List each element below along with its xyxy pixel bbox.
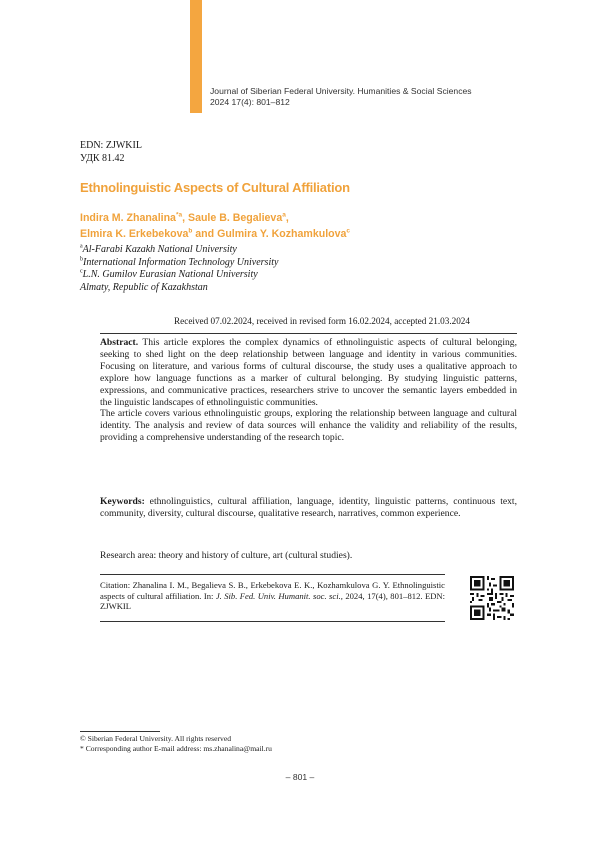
keywords-block xyxy=(100,496,517,520)
received-dates: Received 07.02.2024, received in revised form 16.02.2024, accepted 21.03.2024 xyxy=(174,316,470,326)
affiliation-text: Almaty, Republic of Kazakhstan xyxy=(80,281,208,293)
affiliation-list xyxy=(80,244,278,294)
page-number: – 801 – xyxy=(285,772,315,782)
edn-code: EDN: ZJWKIL xyxy=(80,140,142,151)
author-line-2 xyxy=(80,226,520,242)
article-meta xyxy=(80,140,142,165)
keywords-text: ethnolinguistics, cultural affiliation, language, identity, linguistic patterns, continuous text, community, diversity, cultural discourse, qualitative research, narratives, common experience. xyxy=(100,496,517,519)
author-sup: a xyxy=(282,211,286,219)
affiliation-item xyxy=(80,244,278,257)
copyright-note: © Siberian Federal University. All rights reserved xyxy=(80,734,231,743)
abstract-block xyxy=(100,337,517,444)
qr-code xyxy=(470,576,514,620)
citation-journal: J. Sib. Fed. Univ. Humanit. soc. sci. xyxy=(215,590,341,601)
affiliation-item xyxy=(80,269,278,282)
citation-tail: , 2024, 17(4), 801–812. EDN: ZJWKIL xyxy=(100,590,446,612)
affiliation-sup: b xyxy=(80,256,83,263)
citation-top-rule xyxy=(100,574,445,575)
affiliation-sup: a xyxy=(80,243,83,250)
author-sep: , xyxy=(182,212,188,224)
udk-code: УДК 81.42 xyxy=(80,152,125,164)
affiliation-item xyxy=(80,257,278,270)
author-sep: and xyxy=(192,228,218,240)
author-sup: b xyxy=(188,227,193,235)
affiliation-text: International Information Technology University xyxy=(83,256,279,268)
journal-issue: 2024 17(4): 801–812 xyxy=(210,97,290,107)
citation-block xyxy=(100,580,445,612)
author-name: Saule B. Begalieva xyxy=(188,212,283,224)
author-list xyxy=(80,210,520,242)
corresponding-author-note: * Corresponding author E-mail address: ms.zhanalina@mail.ru xyxy=(80,744,272,753)
affiliation-text: Al-Farabi Kazakh National University xyxy=(82,244,237,255)
affiliation-text: L.N. Gumilov Eurasian National University xyxy=(82,269,258,280)
author-name: Gulmira Y. Kozhamkulova xyxy=(217,228,347,240)
footnote-rule xyxy=(80,731,160,732)
author-sup: c xyxy=(346,227,351,235)
author-line-1 xyxy=(80,210,520,226)
accent-bar xyxy=(190,0,202,113)
journal-name: Journal of Siberian Federal University. Humanities & Social Sciences xyxy=(210,86,472,96)
author-sep: , xyxy=(285,212,289,224)
article-title: Ethnolinguistic Aspects of Cultural Affiliation xyxy=(80,180,350,195)
keywords-label: Keywords: xyxy=(100,496,145,507)
abstract-text: This article explores the complex dynamics of ethnolinguistic aspects of cultural belonging, seeking to shed light on the deep relationship between language and identity in various communities. Focusing on literature, and various forms of cultural discourse, the study uses a qualitative approach to explore how language functions as a marker of cultural belonging. By studying linguistic patterns, expressions, and communicative practices, researchers strive to uncover the semantic layers embedded in the linguistic landscapes of ethnolinguistic communities. xyxy=(100,337,517,408)
affiliation-city xyxy=(80,282,278,295)
affiliation-sup: c xyxy=(80,268,83,275)
research-area: Research area: theory and history of culture, art (cultural studies). xyxy=(100,550,353,561)
citation-text: Citation: Zhanalina I. M., Begalieva S. B., Erkebekova E. K., Kozhamkulova G. Y. Ethnolinguistic aspects of cultural affiliation. In: xyxy=(100,580,445,601)
author-sup: *a xyxy=(175,211,183,219)
abstract-label: Abstract. xyxy=(100,337,139,348)
abstract-paragraph-1 xyxy=(100,337,517,408)
author-name: Elmira K. Erkebekova xyxy=(80,228,189,240)
abstract-paragraph-2: The article covers various ethnolinguistic groups, exploring the relationship between language and cultural identity. The analysis and review of data sources will enhance the validity and reliability of the results, providing a comprehensive understanding of the research topic. xyxy=(100,408,517,444)
citation-bottom-rule xyxy=(100,621,445,622)
journal-header xyxy=(210,86,472,108)
footnotes xyxy=(80,734,272,754)
author-name: Indira M. Zhanalina xyxy=(80,212,176,224)
abstract-top-rule xyxy=(100,333,517,334)
